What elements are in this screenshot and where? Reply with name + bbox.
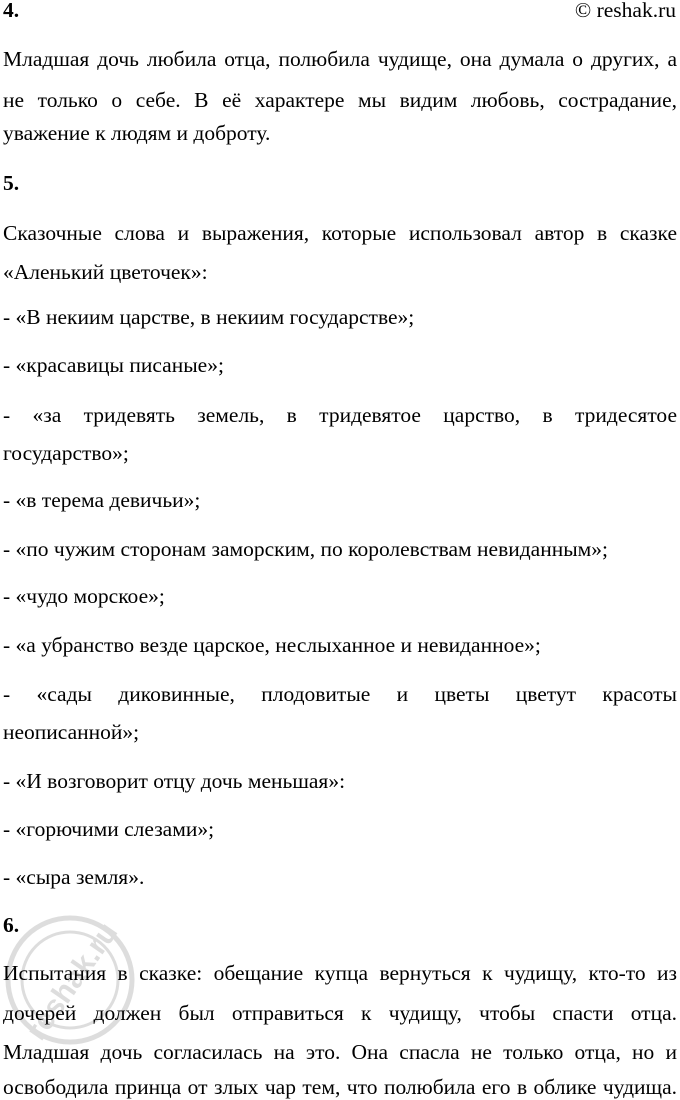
list-item-continuation: государство»; bbox=[3, 441, 129, 465]
list-item: - «сады диковинные, плодовитые и цветы цветут красоты bbox=[3, 682, 677, 706]
section-6-line: Младшая дочь согласилась на это. Она спасла не только отца, но и bbox=[3, 1040, 677, 1064]
section-6-line: дочерей должен был отправиться к чудищу, чтобы спасти отца. bbox=[3, 1001, 677, 1025]
list-item: - «сыра земля». bbox=[3, 865, 145, 889]
section-5-line: Сказочные слова и выражения, которые использовал автор в сказке bbox=[3, 221, 677, 245]
section-6-number: 6. bbox=[3, 913, 20, 937]
section-5-number: 5. bbox=[3, 171, 20, 195]
list-item: - «И возговорит отцу дочь меньшая»: bbox=[3, 769, 346, 793]
list-item: - «горючими слезами»; bbox=[3, 817, 215, 841]
section-4-number: 4. bbox=[3, 0, 20, 22]
reshak-watermark-logo bbox=[0, 900, 200, 1100]
list-item: - «В некиим царстве, в некиим государстве»; bbox=[3, 305, 415, 329]
section-6-line: освободила принца от злых чар тем, что полюбила его в облике чудища. bbox=[3, 1075, 677, 1099]
list-item: - «чудо морское»; bbox=[3, 584, 165, 608]
list-item: - «в терема девичьи»; bbox=[3, 488, 201, 512]
site-watermark-text: © reshak.ru bbox=[574, 0, 676, 22]
list-item: - «а убранство везде царское, неслыханное и невиданное»; bbox=[3, 633, 541, 657]
svg-text:reshak.ru: reshak.ru bbox=[19, 916, 125, 1047]
list-item-continuation: неописанной»; bbox=[3, 720, 140, 744]
section-4-line: не только о себе. В её характере мы видим любовь, сострадание, bbox=[3, 88, 677, 112]
section-5-line: «Аленький цветочек»: bbox=[3, 260, 208, 284]
section-6-line: Испытания в сказке: обещание купца вернуться к чудищу, кто-то из bbox=[3, 961, 677, 985]
section-4-line: Младшая дочь любила отца, полюбила чудище, она думала о других, а bbox=[3, 47, 677, 71]
list-item: - «по чужим сторонам заморским, по королевствам невиданным»; bbox=[3, 537, 609, 561]
section-4-line: уважение к людям и доброту. bbox=[3, 121, 271, 145]
list-item: - «за тридевять земель, в тридевятое царство, в тридесятое bbox=[3, 403, 677, 427]
list-item: - «красавицы писаные»; bbox=[3, 353, 224, 377]
